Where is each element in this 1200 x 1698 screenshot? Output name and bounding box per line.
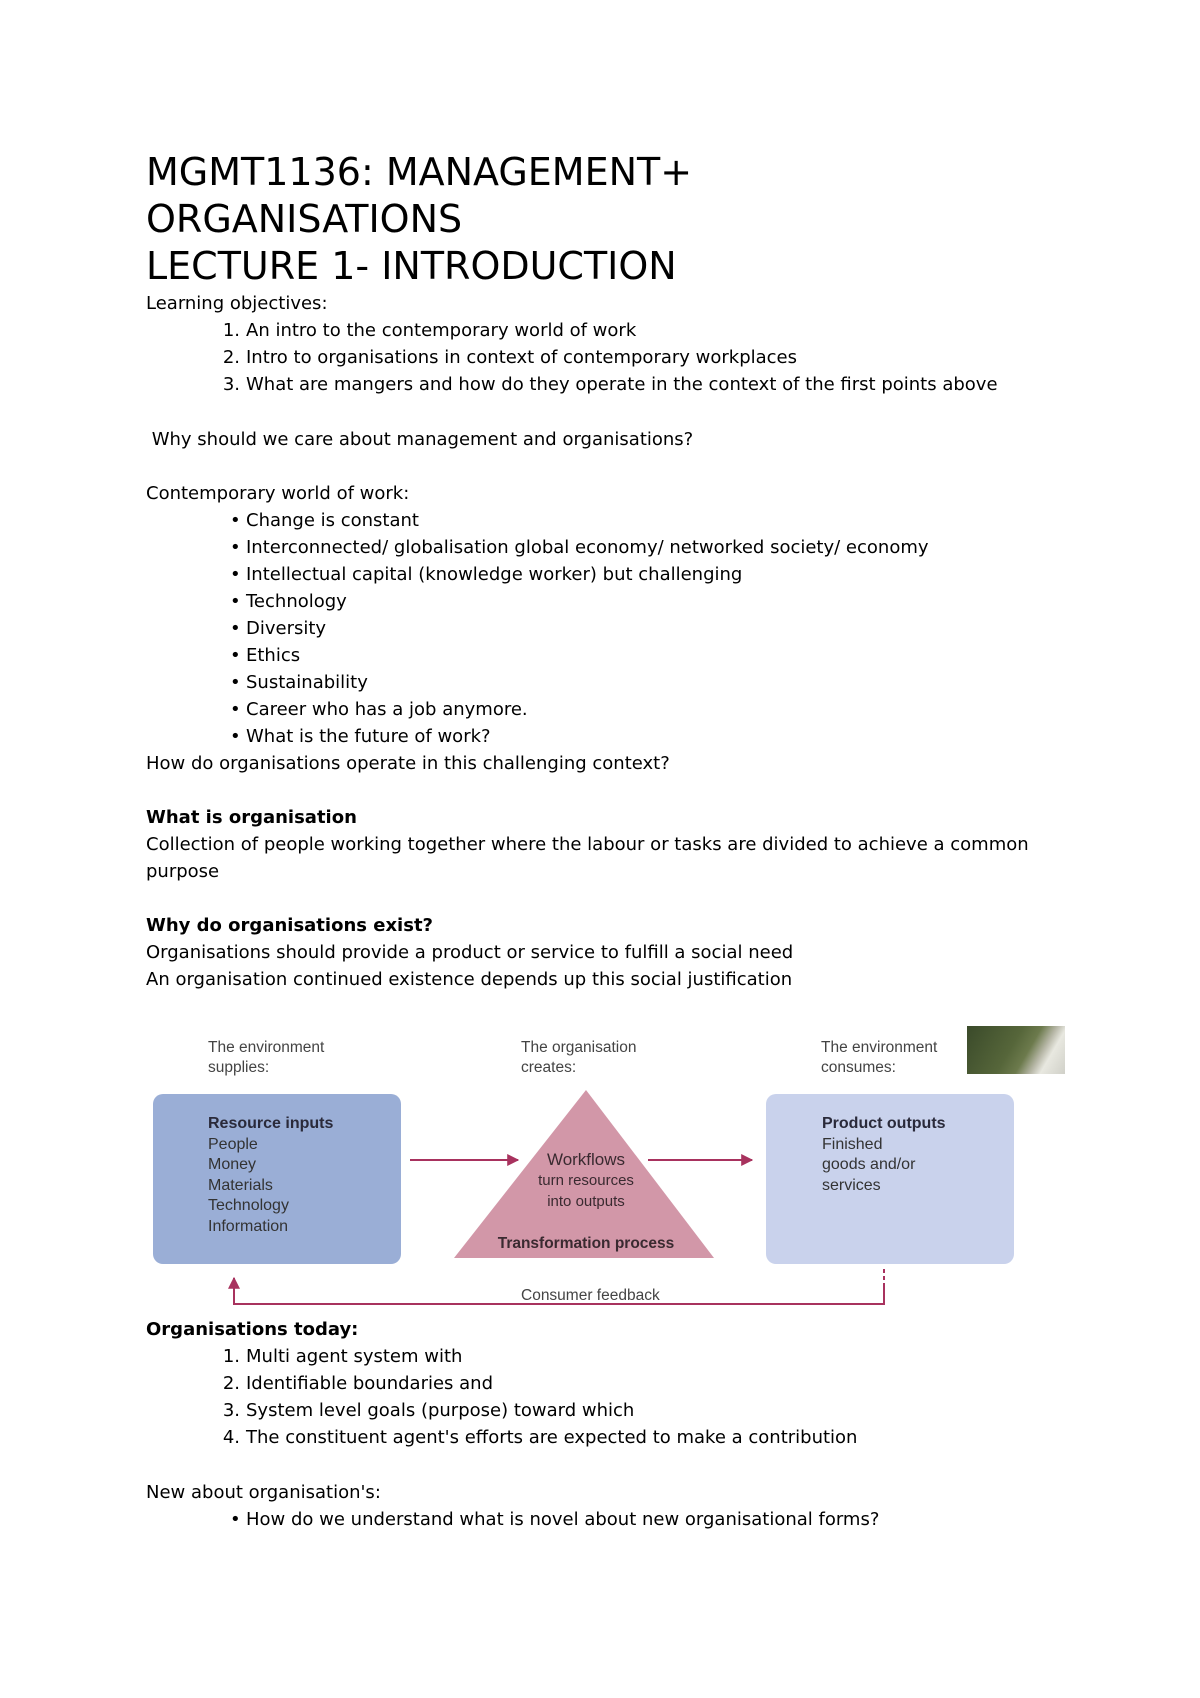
new-about-heading: New about organisation's: [146, 1482, 381, 1503]
bullet-marker: • [230, 591, 241, 612]
output-item: Finished [822, 1135, 883, 1153]
definition-line-2: purpose [146, 861, 220, 882]
workflows-heading: Workflows [546, 1150, 626, 1169]
why-exist-line-2: An organisation continued existence depends up this social justification [146, 969, 793, 990]
definition-line-1: Collection of people working together where the labour or tasks are divided to achieve a common [146, 834, 1029, 855]
list-marker: 2. [222, 347, 240, 368]
list-item-text: Identifiable boundaries and [246, 1373, 494, 1394]
list-item-text: How do we understand what is novel about new organisational forms? [246, 1509, 880, 1530]
product-outputs-label [822, 1114, 946, 1196]
input-item: Money [208, 1156, 257, 1173]
list-item [222, 1370, 494, 1397]
list-item-text: Technology [246, 591, 347, 612]
title-line-2: ORGANISATIONS [146, 197, 463, 241]
list-item [222, 317, 637, 344]
workflows-line-3: into outputs [547, 1193, 625, 1210]
list-item [230, 642, 301, 669]
list-item [230, 1506, 880, 1533]
list-item-text: The constituent agent's efforts are expected to make a contribution [246, 1427, 858, 1448]
list-item-text: Change is constant [246, 510, 419, 531]
why-exist-line-1: Organisations should provide a product or service to fulfill a social need [146, 942, 794, 963]
list-item-text: Multi agent system with [246, 1346, 463, 1367]
input-item: Information [208, 1217, 289, 1235]
list-item-text: Interconnected/ globalisation global economy/ networked society/ economy [246, 537, 929, 558]
list-item-text: What is the future of work? [246, 726, 491, 747]
input-item: Materials [208, 1176, 273, 1194]
bullet-marker: • [230, 672, 241, 693]
creates-label-2: creates: [521, 1059, 577, 1076]
list-item [222, 1424, 858, 1451]
bullet-marker: • [230, 618, 241, 639]
workflows-line-2: turn resources [538, 1172, 634, 1189]
resource-inputs-label [208, 1114, 333, 1237]
creates-label-1: The organisation [521, 1039, 637, 1056]
list-item-text: Sustainability [246, 672, 368, 693]
bullet-marker: • [230, 537, 241, 558]
bullet-marker: • [230, 1509, 241, 1530]
input-item: Technology [208, 1197, 289, 1214]
list-item [222, 1343, 463, 1370]
list-marker: 1. [222, 320, 240, 341]
product-outputs-heading: Product outputs [822, 1115, 946, 1132]
bullet-marker: • [230, 510, 241, 531]
title-line-3: LECTURE 1- INTRODUCTION [146, 244, 677, 288]
supplies-label-2: supplies: [208, 1059, 270, 1076]
list-item-text: Intro to organisations in context of contemporary workplaces [246, 347, 798, 368]
list-marker: 2. [222, 1373, 240, 1394]
context-question: How do organisations operate in this challenging context? [146, 753, 670, 774]
list-item [230, 561, 743, 588]
list-marker: 1. [222, 1346, 240, 1367]
list-item [230, 507, 419, 534]
list-marker: 3. [222, 374, 240, 395]
list-item-text: Ethics [246, 645, 301, 666]
consumer-feedback-label: Consumer feedback [521, 1287, 660, 1304]
list-item [230, 669, 368, 696]
resource-inputs-heading: Resource inputs [208, 1115, 334, 1132]
consumes-label-1: The environment [821, 1039, 938, 1056]
list-item-text: What are mangers and how do they operate in the context of the first points above [246, 374, 998, 395]
consumes-label-2: consumes: [821, 1059, 896, 1076]
list-marker: 4. [222, 1427, 240, 1448]
list-item [230, 723, 491, 750]
contemporary-heading: Contemporary world of work: [146, 483, 410, 504]
list-item [230, 696, 528, 723]
transformation-process-label: Transformation process [497, 1235, 675, 1252]
bullet-marker: • [230, 699, 241, 720]
what-is-organisation-heading: What is organisation [146, 807, 357, 828]
landscape-thumbnail [967, 1026, 1065, 1074]
list-item-text: Intellectual capital (knowledge worker) but challenging [246, 564, 743, 585]
title-line-1: MGMT1136: MANAGEMENT+ [146, 150, 693, 194]
list-item [222, 344, 798, 371]
why-exist-heading: Why do organisations exist? [146, 915, 433, 936]
input-item: People [208, 1135, 258, 1153]
list-item-text: Career who has a job anymore. [246, 699, 528, 720]
learning-objectives-heading: Learning objectives: [146, 293, 328, 314]
bullet-marker: • [230, 564, 241, 585]
transformation-diagram [146, 1020, 1066, 1320]
list-item [222, 1397, 635, 1424]
list-item-text: An intro to the contemporary world of work [246, 320, 637, 341]
bullet-marker: • [230, 645, 241, 666]
output-item: services [822, 1176, 881, 1194]
list-item-text: Diversity [246, 618, 327, 639]
organisations-today-heading: Organisations today: [146, 1319, 359, 1340]
list-marker: 3. [222, 1400, 240, 1421]
list-item-text: System level goals (purpose) toward which [246, 1400, 635, 1421]
supplies-label-1: The environment [208, 1039, 325, 1056]
output-item: goods and/or [822, 1156, 916, 1173]
list-item [230, 588, 347, 615]
bullet-marker: • [230, 726, 241, 747]
why-care-question: Why should we care about management and organisations? [146, 429, 694, 450]
list-item [230, 615, 327, 642]
list-item [222, 371, 998, 398]
list-item [230, 534, 929, 561]
